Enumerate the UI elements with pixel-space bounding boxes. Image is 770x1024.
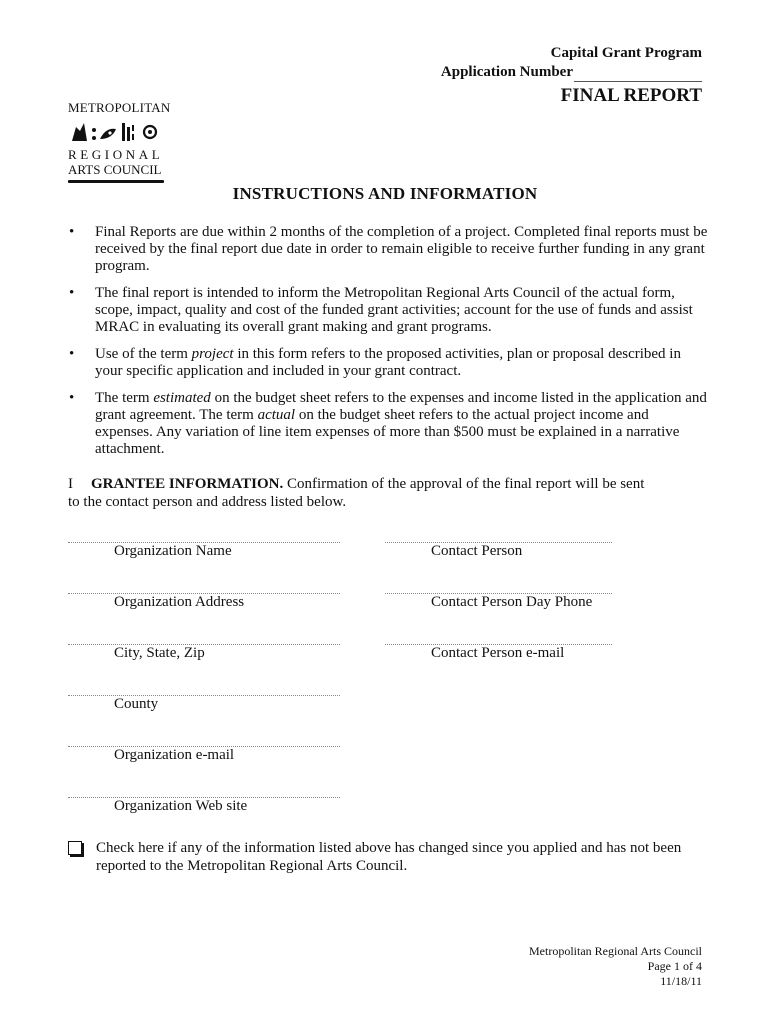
instruction-text: in this form refers to the proposed activities, plan or proposal described in your specific application and included in your grant contract.	[95, 346, 681, 379]
section-title: INSTRUCTIONS AND INFORMATION	[232, 184, 538, 203]
instruction-text: The term	[95, 390, 154, 406]
header-block	[441, 44, 702, 108]
organization-name-field[interactable]	[68, 542, 340, 559]
bullet-icon: •	[69, 224, 75, 240]
term-estimated: estimated	[153, 390, 211, 406]
instruction-text: on the budget sheet refers to the actual project income and expenses. Any variation of line item expenses of more than $500 must be explained in a narrative attachment.	[95, 407, 680, 457]
program-name: Capital Grant Program	[550, 45, 702, 61]
application-number-field[interactable]	[574, 68, 702, 82]
county-field[interactable]	[68, 695, 340, 712]
contact-email-field[interactable]	[385, 644, 612, 661]
city-state-zip-field[interactable]	[68, 644, 340, 661]
organization-address-field[interactable]	[68, 593, 340, 610]
organization-email-field[interactable]	[68, 746, 340, 763]
logo-glyphs	[70, 117, 168, 147]
bullet-icon: •	[69, 346, 75, 362]
logo-line-metropolitan: METROPOLITAN	[68, 100, 171, 115]
bullet-icon: •	[69, 390, 75, 406]
logo-mark-icon	[70, 119, 162, 145]
field-label: Organization Address	[114, 594, 245, 610]
instruction-item	[68, 224, 708, 275]
instruction-text: Final Reports are due within 2 months of the completion of a project. Completed final reports must be received by the final report due date in order to remain eligible to receive further funding in any grant program.	[95, 224, 708, 274]
instruction-item	[68, 285, 708, 336]
report-type-title: FINAL REPORT	[560, 85, 702, 106]
contact-phone-field[interactable]	[385, 593, 612, 610]
mrac-logo	[68, 100, 171, 183]
contact-person-field[interactable]	[385, 542, 612, 559]
bullet-icon: •	[69, 285, 75, 301]
grantee-text-cont: to the contact person and address listed below.	[68, 494, 347, 510]
field-label: Organization Web site	[114, 798, 248, 814]
footer-org: Metropolitan Regional Arts Council	[529, 944, 702, 958]
field-label: Organization e-mail	[114, 747, 235, 763]
instruction-text: Use of the term	[95, 346, 192, 362]
field-label: City, State, Zip	[114, 645, 205, 661]
instruction-item	[68, 346, 708, 380]
field-label: Contact Person Day Phone	[431, 594, 593, 610]
section-number: I	[68, 476, 73, 492]
instruction-text: on the budget sheet refers to the expenses and income listed in the application and grant agreement. The term	[95, 390, 707, 423]
application-number-row	[441, 63, 702, 82]
term-project: project	[191, 346, 234, 362]
field-label: County	[114, 696, 159, 712]
grantee-text: Confirmation of the approval of the final report will be sent	[283, 476, 645, 492]
application-number-label: Application Number	[440, 64, 573, 80]
field-label: Contact Person e-mail	[431, 645, 565, 661]
instruction-list	[68, 224, 708, 468]
logo-line-arts-council: ARTS COUNCIL	[68, 162, 162, 177]
instruction-text: The final report is intended to inform the Metropolitan Regional Arts Council of the actual form, scope, impact, quality and cost of the funded grant activities; account for the use of funds and assist MRAC in evaluating its overall grant making and grant programs.	[95, 285, 693, 335]
grantee-heading: GRANTEE INFORMATION.	[91, 476, 284, 492]
footer-date: 11/18/11	[660, 974, 702, 988]
field-label: Organization Name	[114, 543, 232, 559]
footer-page: Page 1 of 4	[647, 959, 702, 973]
instruction-item	[68, 390, 708, 458]
field-label: Contact Person	[431, 543, 523, 559]
logo-underline	[68, 180, 164, 183]
info-changed-checkbox[interactable]	[68, 841, 82, 855]
info-changed-row	[68, 839, 708, 875]
page-footer	[529, 944, 702, 989]
grantee-information	[68, 475, 708, 511]
term-actual: actual	[257, 407, 296, 423]
info-changed-label: Check here if any of the information listed above has changed since you applied and has not been reported to the Metropolitan Regional Arts Council.	[96, 840, 682, 874]
logo-line-regional: REGIONAL	[68, 147, 164, 162]
organization-website-field[interactable]	[68, 797, 340, 814]
